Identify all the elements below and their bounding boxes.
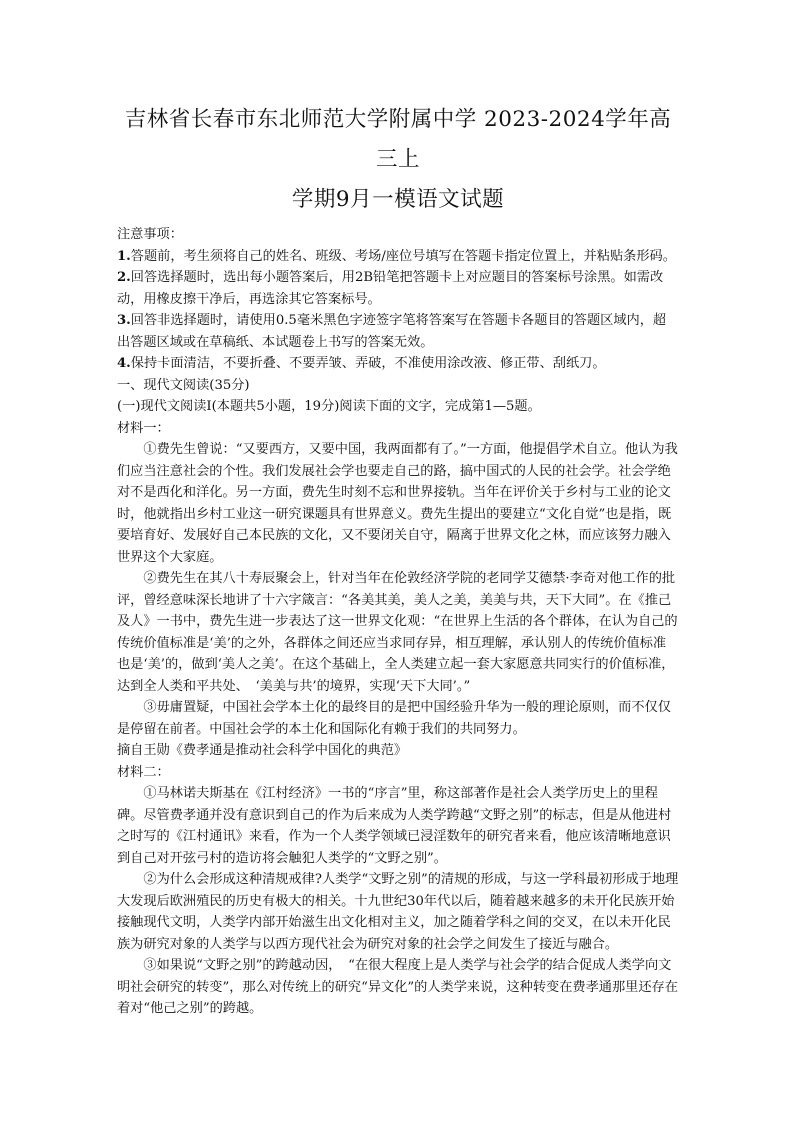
title-line-1: 吉林省长春市东北师范大学附属中学 2023-2024学年高三上 <box>124 107 672 172</box>
notice-number: 1. <box>117 248 131 264</box>
notice-number: 2. <box>117 270 131 285</box>
material-1-paragraph: ②费先生在其八十寿辰聚会上，针对当年在伦敦经济学院的老同学艾德禁·李奇对他工作的批评，曾经意味深长地讲了十六字箴言：“各美其美，美人之美，美美与共，天下大同”。在《推己及人》一书中，费先生进一步表达了这一世界文化观：“在世界上生活的各个群体，在认为自己的传统价值标准是‘美’的之外，各群体之间还应当求同存异，相互理解，承认别人的传统价值标准也是‘美’的，做到‘美人之美’。在这个基础上，全人类建立起一套大家愿意共同实行的价值标准，达到全人类和平共处、 ‘美美与共’的境界，实现‘天下大同’。” <box>117 571 678 694</box>
section-heading: 一、现代文阅读(35分) <box>117 377 250 393</box>
notice-number: 3. <box>117 313 131 328</box>
material-2-label: 材料二： <box>117 764 170 780</box>
reading-section <box>117 375 679 1020</box>
material-1-paragraph: ①费先生曾说：“又要西方，又要中国，我两面都有了。”一方面，他提倡学术自立。他认为我们应当注意社会的个性。我们发展社会学也要走自己的路，搞中国式的人民的社会学。社会学绝对不是西化和洋化。另一方面，费先生时刻不忘和世界接轨。当年在评价关于乡村与工业的论文时，他就指出乡村工业这一研究课题具有世界意义。费先生提出的要建立“文化自觉”也是指，既要培育好、发展好自己本民族的文化，又不要闭关自守，隔离于世界文化之林，而应该努力融入世界这个大家庭。 <box>117 442 678 565</box>
material-1-label: 材料一： <box>117 420 170 436</box>
notice-item <box>117 246 679 268</box>
notice-block <box>117 224 679 375</box>
material-1-source: 摘自王勋《费孝通是推动社会科学中国化的典范》 <box>117 743 408 758</box>
notice-text: 答题前，考生须将自己的姓名、班级、考场/座位号填写在答题卡指定位置上，并粘贴条形码。 <box>130 248 676 264</box>
notice-text: 回答选择题时，选出每小题答案后，用2B铅笔把答题卡上对应题目的答案标号涂黑。如需改动，用橡皮擦干净后，再选涂其它答案标号。 <box>117 270 664 307</box>
notice-number: 4. <box>117 356 131 371</box>
notice-item <box>117 353 679 375</box>
material-1-paragraph: ③毋庸置疑，中国社会学本土化的最终目的是把中国经验升华为一般的理论原则，而不仅仅是停留在前者。中国社会学的本土化和国际化有赖于我们的共同努力。 <box>117 700 671 737</box>
notice-text: 回答非选择题时，请使用0.5毫米黑色字迹签字笔将答案写在答题卡各题目的答题区域内，超出答题区域或在草稿纸、本试题卷上书写的答案无效。 <box>117 313 667 350</box>
material-2-paragraph: ②为什么会形成这种清规戒律?人类学“文野之别”的清规的形成，与这一学科最初形成于地理大发现后欧洲殖民的历史有极大的相关。十九世纪30年代以后，随着越来越多的未开化民族开始接触现代文明，人类学内部开始滋生出文化相对主义，加之随着学科之间的交叉，在以未开化民族为研究对象的人类学与以西方现代社会为研究对象的社会学之间发生了接近与融合。 <box>117 872 679 952</box>
title-line-2: 学期9月一模语文试题 <box>291 187 505 212</box>
subsection-heading: (一)现代文阅读Ⅰ(本题共5小题，19分)阅读下面的文字，完成第1—5题。 <box>117 399 541 414</box>
material-2-paragraph: ③如果说“文野之别”的跨越动因， “在很大程度上是人类学与社会学的结合促成人类学向文明社会研究的转变”，那么对传统上的研究“异文化”的人类学来说，这种转变在费孝通那里还存在着对“他己之别”的跨越。 <box>117 958 678 1016</box>
notice-heading: 注意事项： <box>117 227 183 242</box>
notice-item <box>117 267 679 310</box>
notice-item <box>117 310 679 353</box>
material-2-paragraph: ①马林诺夫斯基在《江村经济》一书的“序言”里，称这部著作是社会人类学历史上的里程碑。尽管费孝通并没有意识到自己的作为后来成为人类学跨越“文野之别”的标志，但是从他进村之时写的《江村通讯》来看，作为一个人类学领域已浸淫数年的研究者来看，他应该清晰地意识到自己对开弦弓村的造访将会触犯人类学的“文野之别”。 <box>117 786 672 866</box>
notice-text: 保持卡面清洁，不要折叠、不要弄皱、弄破，不准使用涂改液、修正带、刮纸刀。 <box>130 356 606 371</box>
